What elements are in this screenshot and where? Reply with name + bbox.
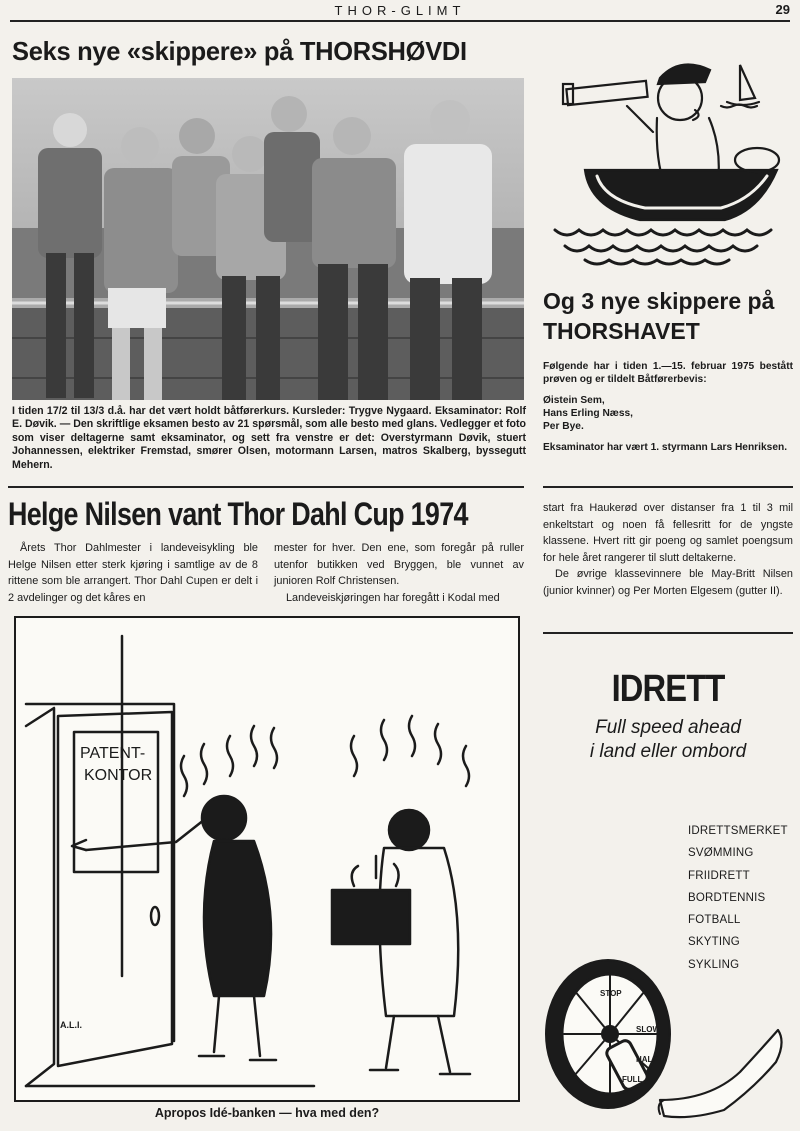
sport-item: IDRETTSMERKET [688, 825, 788, 837]
patent-office-cartoon [14, 616, 520, 1102]
article2-outro: Eksaminator har vært 1. styrmann Lars Henriksen. [543, 442, 788, 453]
door-sign-line-2: KONTOR [84, 767, 153, 784]
idrett-rule [543, 632, 793, 634]
idrett-subtitle-line: i land eller ombord [589, 741, 747, 762]
sport-item: SYKLING [688, 958, 740, 971]
article2-body [543, 360, 793, 462]
door-sign-line-1: PATENT- [80, 745, 146, 762]
article3-column-2 [274, 540, 524, 606]
name-item: Hans Erling Næss, [543, 408, 634, 419]
section-rule-right [543, 486, 793, 488]
article1-caption [12, 405, 526, 472]
article3-column-1 [8, 540, 258, 606]
page-number: 29 [775, 2, 790, 17]
sport-item: FOTBALL [688, 914, 741, 927]
crew-photo-image [12, 78, 524, 400]
column-paragraph: Årets Thor Dahlmester i landeveisykling ble Helge Nilsen etter sterk kjøring i samtlige av de 8 rittene som ble arrangert. Thor Dahl Cupen er delt i 2 avdelinger og det kåres en [8, 542, 258, 604]
cartoon-signature: A.L.I. [60, 1020, 82, 1030]
name-item: Per Bye. [543, 421, 584, 432]
sport-item: SVØMMING [688, 847, 754, 860]
telegraph-label-half: HALF [636, 1055, 658, 1064]
column-paragraph: start fra Haukerød over distanser fra 1 til 3 mil enkeltstart og noen få fellesritt for de yngste klassene. Hvert ritt gir poeng og samlet poengsum for hele året rangerer til slutt deltakerne. [543, 502, 793, 564]
column-paragraph: Landeveiskjøringen har foregått i Kodal med [286, 591, 500, 604]
article3-column-3 [543, 500, 793, 600]
skipper-boat-drawing [545, 40, 785, 270]
telegraph-label-full: FULL [622, 1075, 643, 1084]
article2-intro: Følgende har i tiden 1.—15. februar 1975 bestått prøven og er tildelt Båtførerbevis: [543, 361, 793, 385]
header-rule [10, 20, 790, 22]
sport-item: BORDTENNIS [688, 891, 766, 904]
idrett-title: IDRETT [611, 668, 725, 710]
caption-paragraph: I tiden 17/2 til 13/3 d.å. har det vært holdt båtførerkurs. Kursleder: Trygve Nygaard. Eksaminator: Rolf E. Døvik. — Den skriftlige eksamen besto av 21 spørsmål, som alle besto med glans. Vedlegger et foto som viser deltagerne samt eksaminator, og sett fra venstre er det: Overstyrmann Døvik, stuert Johannessen, elektriker Fremstad, smører Olsen, motormann Larsen, matros Skalberg, byssegutt Mehern. [12, 405, 526, 471]
sport-item: FRIIDRETT [688, 869, 750, 882]
article2-headline: Og 3 nye skippere på THORSHAVET [543, 288, 775, 344]
sport-item: SKYTING [688, 936, 740, 949]
engine-telegraph-illustration [540, 950, 792, 1122]
idrett-subtitle [543, 716, 793, 764]
article1-headline: Seks nye «skippere» på THORSHØVDI [12, 36, 467, 66]
telegraph-label-stop: STOP [600, 989, 622, 998]
article3-headline: Helge Nilsen vant Thor Dahl Cup 1974 [8, 496, 468, 532]
idrett-subtitle-line: Full speed ahead [595, 717, 741, 738]
engine-telegraph-drawing [540, 950, 792, 1122]
crew-photo [12, 78, 524, 400]
column-paragraph: De øvrige klassevinnere ble May-Britt Nilsen (junior kvinner) og Per Morten Elgesem (gutter II). [543, 568, 793, 597]
name-item: Øistein Sem, [543, 395, 605, 406]
running-head: THOR-GLIMT [334, 3, 466, 18]
telegraph-label-slow: SLOW [636, 1025, 660, 1034]
section-rule [8, 486, 524, 488]
skipper-illustration [545, 40, 785, 270]
column-paragraph: mester for hver. Den ene, som foregår på ruller utenfor butikken ved Bryggen, ble vunnet av junioren Rolf Christensen. [274, 542, 524, 588]
cartoon-frame [14, 616, 520, 1102]
cartoon-caption: Apropos Idé-banken — hva med den? [154, 1106, 380, 1120]
